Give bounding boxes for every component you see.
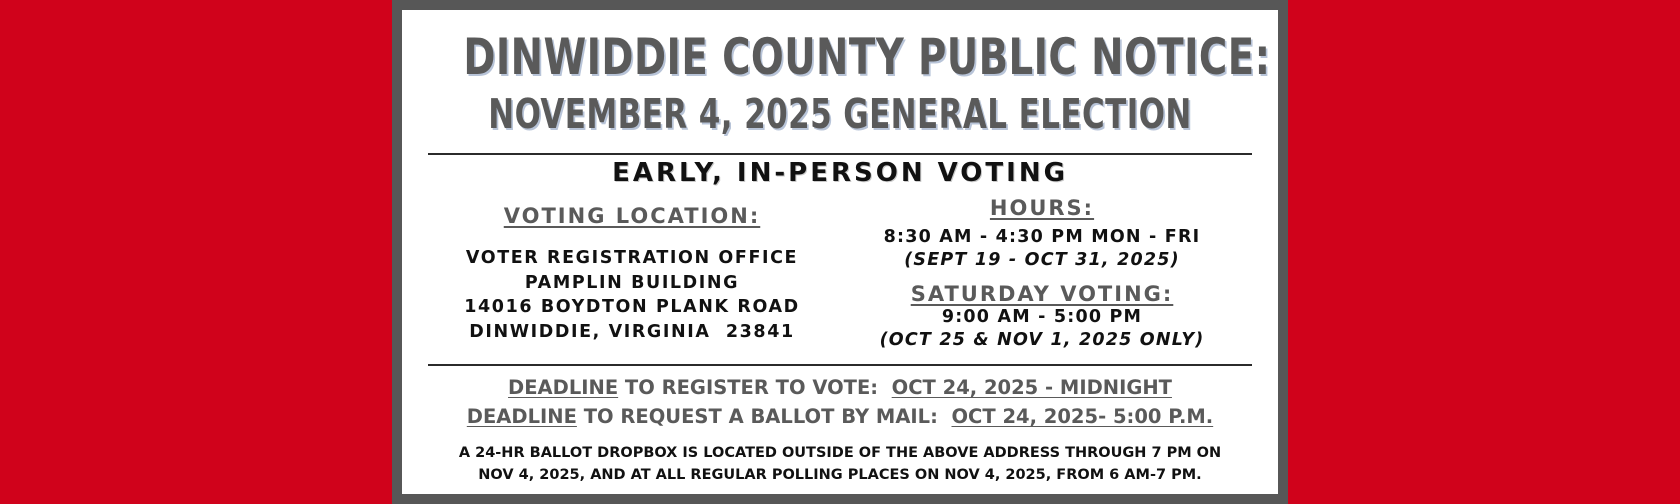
dropbox-line: A 24-HR BALLOT DROPBOX IS LOCATED OUTSIDE OF THE ABOVE ADDRESS THROUGH 7 PM ON <box>458 445 1222 461</box>
divider-top <box>428 153 1252 155</box>
address-block <box>442 246 822 344</box>
deadline-text: TO REQUEST A BALLOT BY MAIL: <box>576 405 952 428</box>
address-line: PAMPLIN BUILDING <box>524 272 740 293</box>
deadline-date: OCT 24, 2025- 5:00 P.M. <box>951 405 1214 428</box>
address-line: 14016 BOYDTON PLANK ROAD <box>464 297 800 317</box>
register-deadline <box>402 376 1278 399</box>
dropbox-notice <box>422 443 1258 486</box>
mail-ballot-deadline <box>402 405 1278 428</box>
deadline-text: TO REGISTER TO VOTE: <box>618 376 892 399</box>
notice-panel <box>402 10 1278 494</box>
deadline-label: DEADLINE <box>466 405 577 428</box>
weekday-hours: 8:30 AM - 4:30 PM MON - FRI <box>883 227 1201 247</box>
deadline-date: OCT 24, 2025 - MIDNIGHT <box>891 376 1172 399</box>
address-line: DINWIDDIE, VIRGINIA 23841 <box>469 321 795 342</box>
notice-frame <box>392 0 1288 504</box>
voting-hours <box>832 196 1252 352</box>
dropbox-line: NOV 4, 2025, AND AT ALL REGULAR POLLING PLACES ON NOV 4, 2025, FROM 6 AM-7 PM. <box>478 466 1202 483</box>
hours-heading: HOURS: <box>989 196 1095 220</box>
section-heading: EARLY, IN-PERSON VOTING <box>612 158 1068 188</box>
divider-bottom <box>428 364 1252 366</box>
deadline-label: DEADLINE <box>508 376 619 399</box>
saturday-hours: 9:00 AM - 5:00 PM <box>941 307 1143 327</box>
saturday-dates: (OCT 25 & NOV 1, 2025 ONLY) <box>879 330 1205 350</box>
voting-location <box>442 204 822 344</box>
saturday-voting-heading: SATURDAY VOTING: <box>910 282 1174 306</box>
address-line: VOTER REGISTRATION OFFICE <box>465 248 799 268</box>
weekday-dates: (SEPT 19 - OCT 31, 2025) <box>904 250 1180 270</box>
notice-title: DINWIDDIE COUNTY PUBLIC NOTICE: <box>463 28 1271 86</box>
voting-location-heading: VOTING LOCATION: <box>503 204 761 228</box>
notice-subtitle: NOVEMBER 4, 2025 GENERAL ELECTION <box>488 90 1192 138</box>
